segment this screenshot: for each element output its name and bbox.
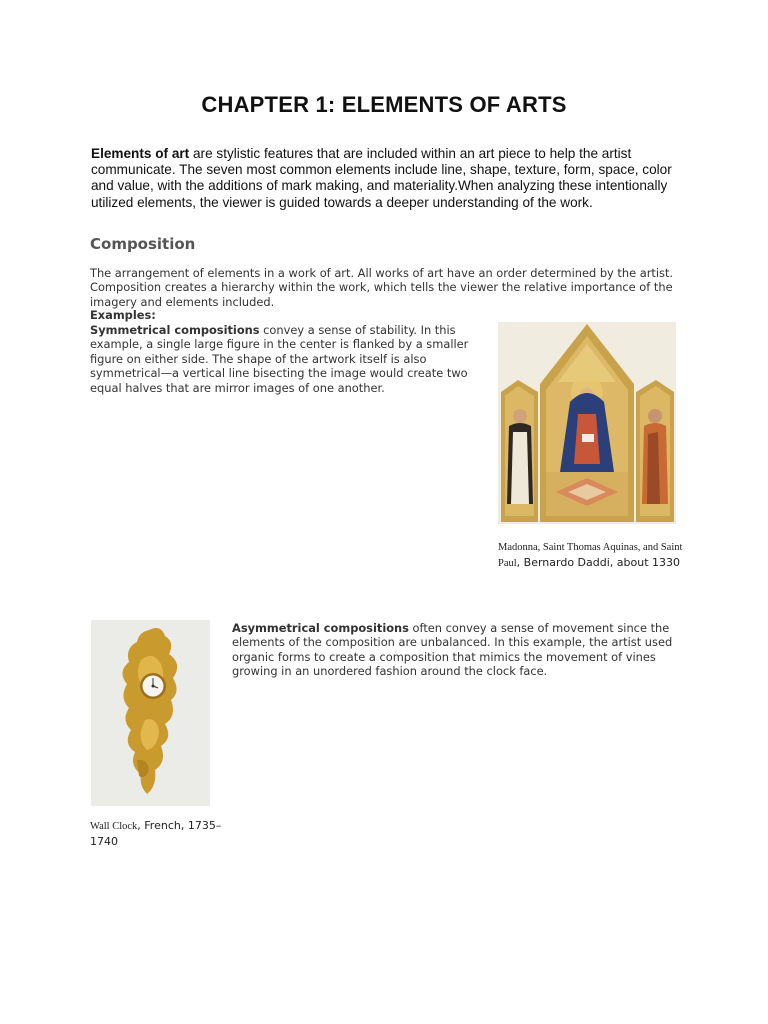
madonna-caption-rest: , Bernardo Daddi, about 1330 xyxy=(516,556,681,569)
chapter-title: CHAPTER 1: ELEMENTS OF ARTS xyxy=(201,92,567,117)
intro-text: are stylistic features that are included within an art piece to help the artist communicate. The seven most common elements include line, shape, texture, form, space, color and value, with the additions of mark making, and materiality.When analyzing these intentionally utilized elements, the viewer is guided towards a deeper understanding of the work. xyxy=(91,146,672,210)
clock-caption-title: Wall Clock xyxy=(90,821,138,832)
asymmetrical-text: often convey a sense of movement since the elements of the composition are unbalanced. In this example, the artist used organic forms to create a composition that mimics the movement of vines growing in an unordered fashion around the clock face. xyxy=(232,621,673,679)
intro-paragraph xyxy=(91,146,681,211)
symmetrical-text: convey a sense of stability. In this example, a single large figure in the center is flanked by a smaller figure on either side. The shape of the artwork itself is also symmetrical—a vertical line bisecting the image would create two equal halves that are mirror images of one another. xyxy=(90,323,469,395)
intro-term: Elements of art xyxy=(91,146,190,161)
asymmetrical-term: Asymmetrical compositions xyxy=(232,621,409,635)
symmetrical-term: Symmetrical compositions xyxy=(90,323,260,337)
clock-caption-rest: , French, 1735–1740 xyxy=(90,819,222,848)
wall-clock-image xyxy=(91,620,210,806)
clock-caption xyxy=(90,818,230,850)
composition-definition: The arrangement of elements in a work of art. All works of art have an order determined by the artist. Composition creates a hierarchy within the work, which tells the viewer the relative importance of the imagery and elements included. xyxy=(90,266,674,309)
composition-heading: Composition xyxy=(90,235,196,253)
madonna-triptych-image xyxy=(498,322,676,524)
madonna-caption-title: Madonna, Saint Thomas Aquinas, and Saint Paul xyxy=(498,542,683,569)
madonna-caption xyxy=(498,540,698,571)
symmetrical-paragraph xyxy=(90,323,475,395)
asymmetrical-paragraph xyxy=(232,621,682,679)
examples-label: Examples: xyxy=(90,308,156,322)
